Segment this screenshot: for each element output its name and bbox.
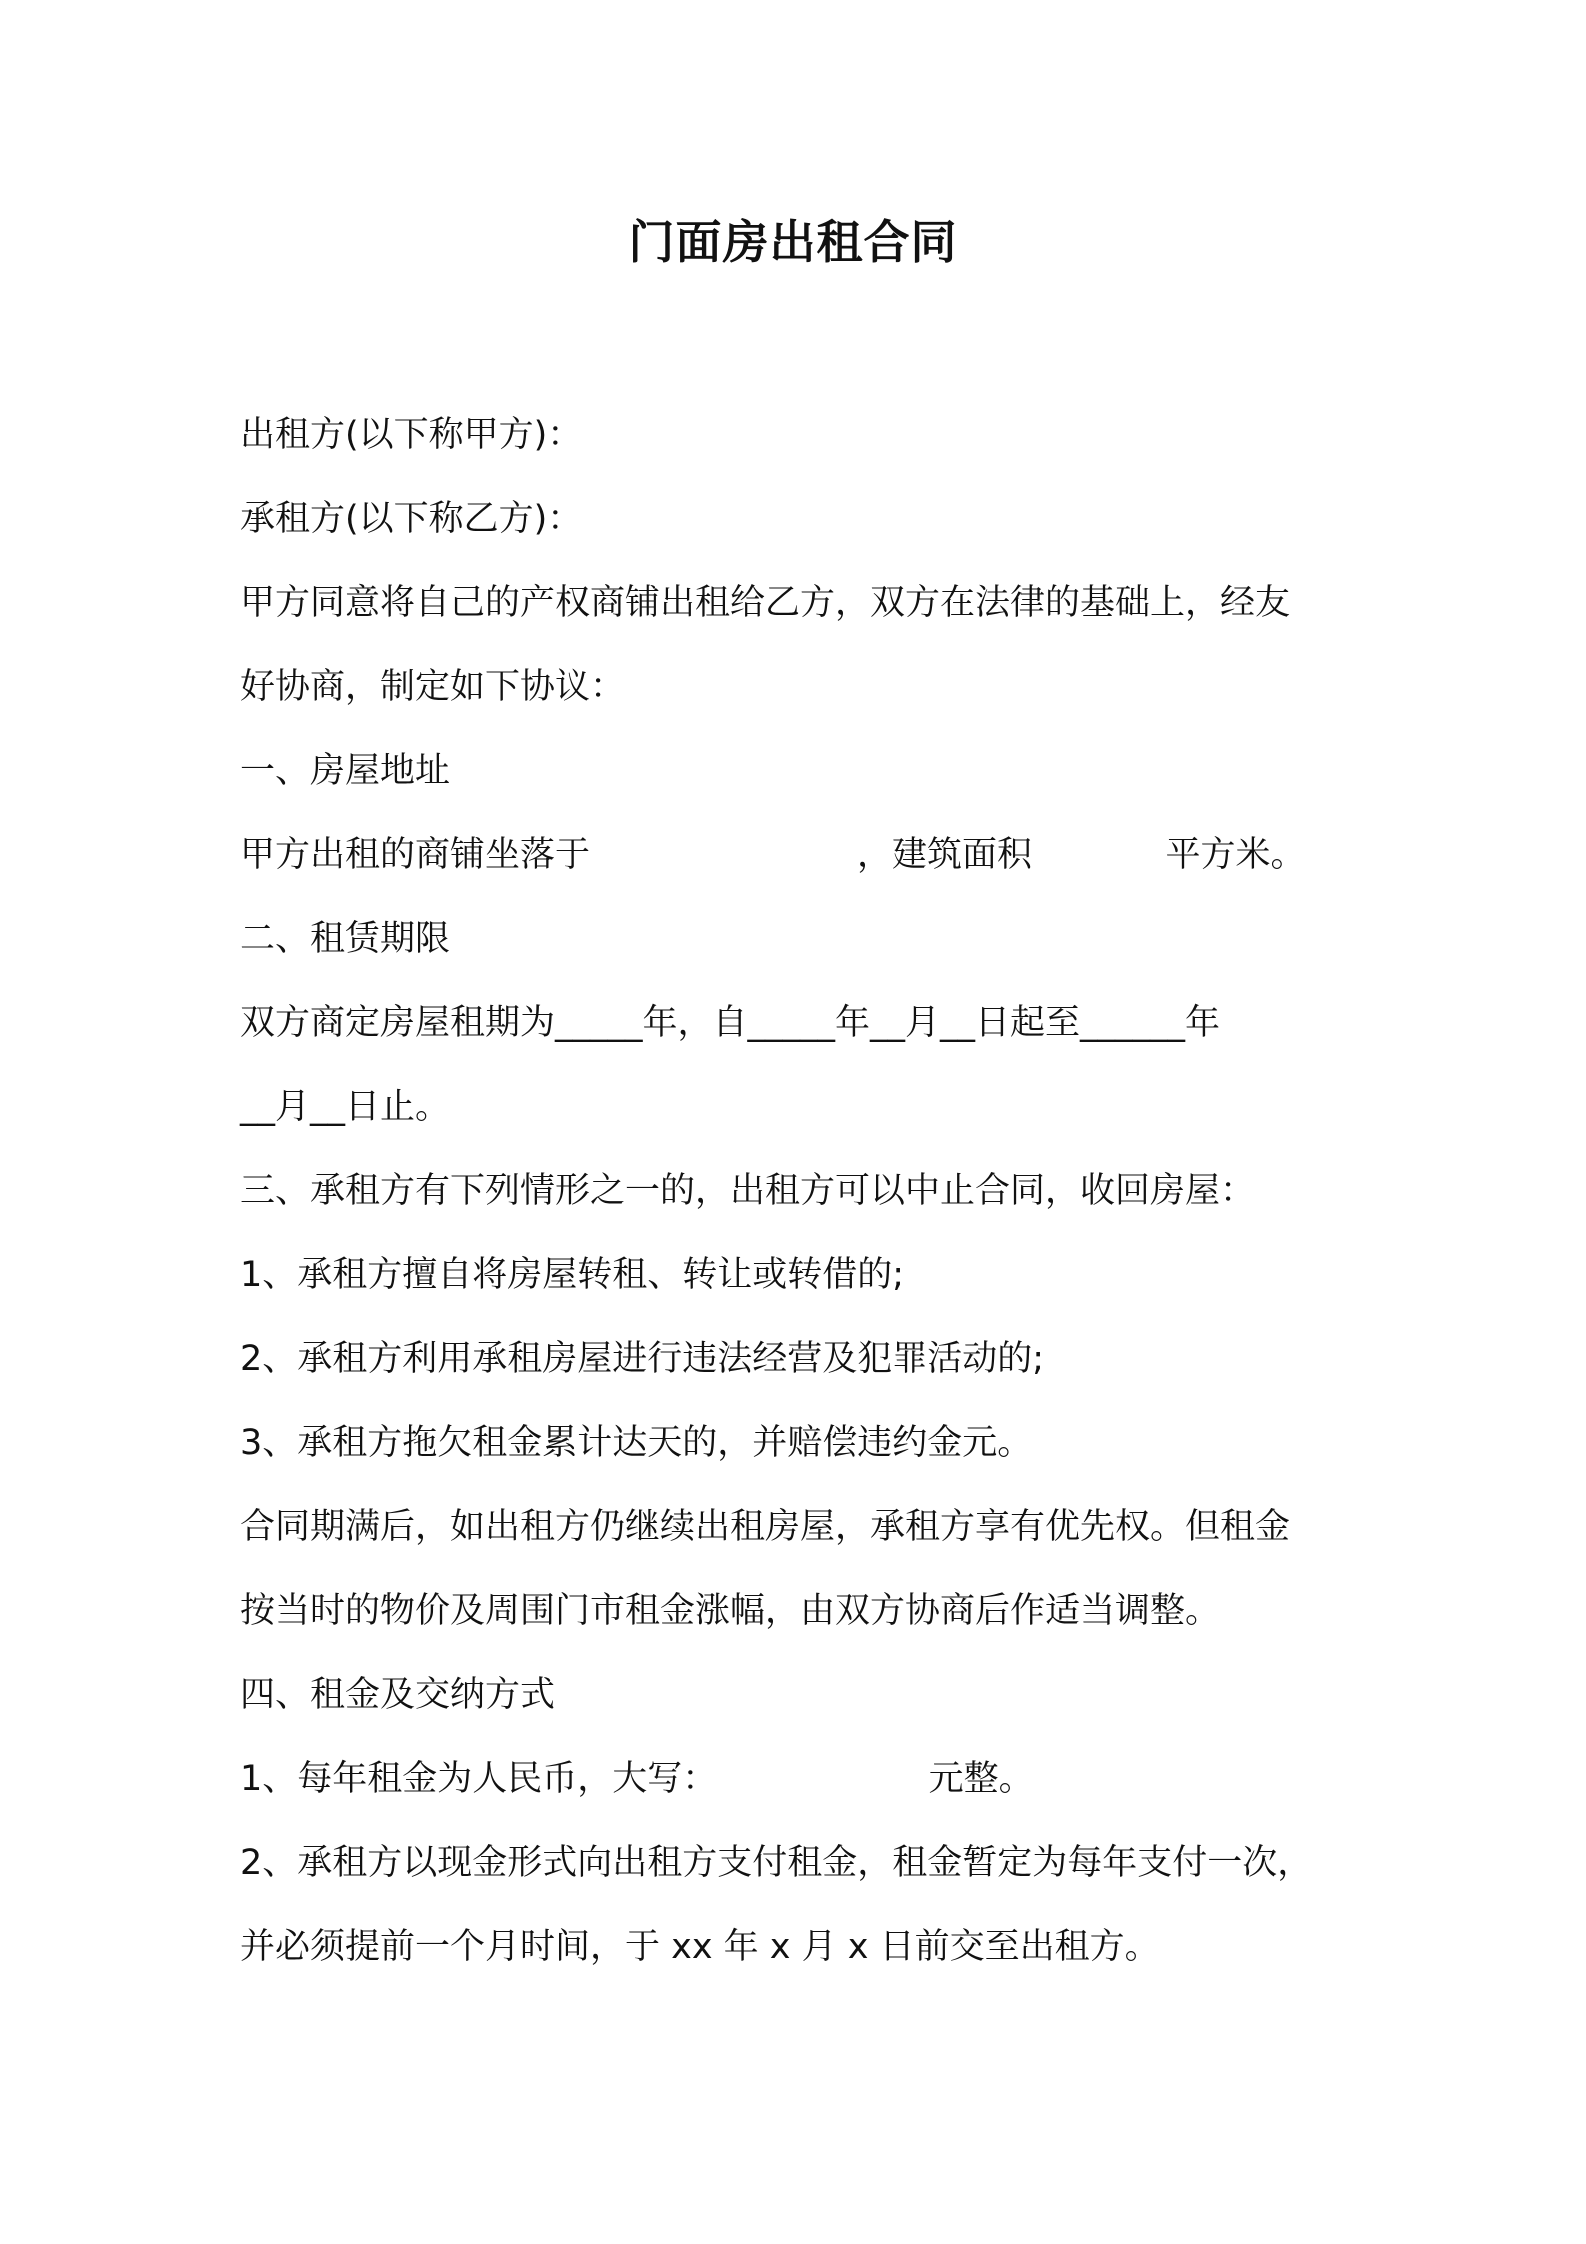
lessee-line: 承租方(以下称乙方)：: [240, 499, 583, 539]
term-line-1: 双方商定房屋租期为_____年，自_____年__月__日起至______年: [240, 1003, 1221, 1043]
section-2-heading: 二、租赁期限: [240, 919, 451, 959]
clause-3-2: 2、承租方利用承租房屋进行违法经营及犯罪活动的;: [240, 1339, 1045, 1379]
clause-4-2-line-1: 2、承租方以现金形式向出租方支付租金，租金暂定为每年支付一次，: [240, 1843, 1313, 1883]
lessor-line: 出租方(以下称甲方)：: [240, 415, 583, 455]
section-4-heading: 四、租金及交纳方式: [240, 1675, 556, 1715]
renewal-line-2: 按当时的物价及周围门市租金涨幅，由双方协商后作适当调整。: [240, 1591, 1221, 1631]
clause-4-1: 1、每年租金为人民币，大写： 元整。: [240, 1759, 1034, 1799]
section-1-heading: 一、房屋地址: [240, 751, 451, 791]
clause-3-1: 1、承租方擅自将房屋转租、转让或转借的;: [240, 1255, 905, 1295]
intro-line-2: 好协商，制定如下协议：: [240, 667, 626, 707]
intro-line-1: 甲方同意将自己的产权商铺出租给乙方，双方在法律的基础上，经友: [240, 583, 1291, 623]
term-line-2: __月__日止。: [240, 1087, 451, 1127]
clause-3-3: 3、承租方拖欠租金累计达天的，并赔偿违约金元。: [240, 1423, 1033, 1463]
document-title: 门面房出租合同: [628, 215, 958, 269]
renewal-line-1: 合同期满后，如出租方仍继续出租房屋，承租方享有优先权。但租金: [240, 1507, 1291, 1547]
section-3-heading: 三、承租方有下列情形之一的，出租方可以中止合同，收回房屋：: [240, 1171, 1256, 1211]
clause-4-2-line-2: 并必须提前一个月时间，于 xx 年 x 月 x 日前交至出租方。: [240, 1927, 1160, 1967]
address-line: 甲方出租的商铺坐落于 ，建筑面积 平方米。: [240, 835, 1306, 875]
